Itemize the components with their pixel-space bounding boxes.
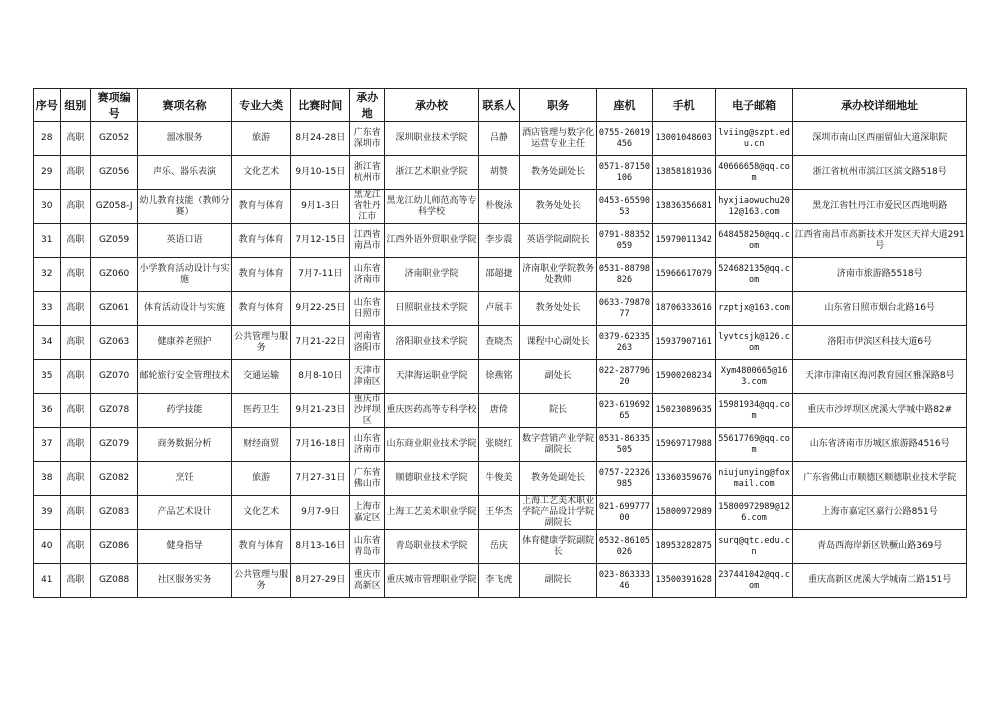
cell-col-contest: 英语口语: [138, 224, 232, 258]
cell-col-email: 524682135@qq.com: [715, 258, 793, 292]
cell-col-seq: 40: [34, 530, 61, 564]
cell-col-school: 顺德职业技术学院: [385, 462, 479, 496]
cell-col-mobile: 13500391628: [652, 564, 715, 598]
cell-col-contact: 邵超捷: [479, 258, 520, 292]
table-row: [34, 156, 967, 190]
header-col-date: 比赛时间: [291, 89, 350, 122]
cell-col-major: 教育与体育: [232, 190, 291, 224]
cell-col-mobile: 15969717988: [652, 428, 715, 462]
cell-col-group: 高职: [60, 122, 91, 156]
cell-col-major: 教育与体育: [232, 224, 291, 258]
header-col-code: 赛项编号: [91, 89, 138, 122]
table-row: [34, 292, 967, 326]
cell-col-city: 广东省佛山市: [350, 462, 385, 496]
cell-col-contact: 李步震: [479, 224, 520, 258]
cell-col-major: 旅游: [232, 462, 291, 496]
cell-col-group: 高职: [60, 530, 91, 564]
cell-col-date: 8月27-29日: [291, 564, 350, 598]
cell-col-contact: 徐燕铭: [479, 360, 520, 394]
header-col-seq: 序号: [34, 89, 61, 122]
table-row: [34, 496, 967, 530]
cell-col-date: 7月7-11日: [291, 258, 350, 292]
cell-col-major: 文化艺术: [232, 496, 291, 530]
cell-col-title: 院长: [519, 394, 597, 428]
cell-col-date: 9月10-15日: [291, 156, 350, 190]
cell-col-date: 7月27-31日: [291, 462, 350, 496]
cell-col-phone: 0531-88798826: [597, 258, 652, 292]
cell-col-group: 高职: [60, 326, 91, 360]
table-row: [34, 564, 967, 598]
cell-col-city: 山东省济南市: [350, 428, 385, 462]
cell-col-email: 40666658@qq.com: [715, 156, 793, 190]
table-row: [34, 428, 967, 462]
cell-col-email: 55617769@qq.com: [715, 428, 793, 462]
cell-col-mobile: 13001048603: [652, 122, 715, 156]
cell-col-city: 黑龙江省牡丹江市: [350, 190, 385, 224]
cell-col-email: 237441042@qq.com: [715, 564, 793, 598]
cell-col-group: 高职: [60, 156, 91, 190]
cell-col-code: GZ059: [91, 224, 138, 258]
cell-col-group: 高职: [60, 496, 91, 530]
cell-col-mobile: 15800972989: [652, 496, 715, 530]
table-row: [34, 258, 967, 292]
cell-col-seq: 36: [34, 394, 61, 428]
cell-col-mobile: 13858181936: [652, 156, 715, 190]
cell-col-address: 山东省济南市历城区旅游路4516号: [793, 428, 967, 462]
cell-col-phone: 0791-88352059: [597, 224, 652, 258]
cell-col-school: 黑龙江幼儿师范高等专科学校: [385, 190, 479, 224]
cell-col-contest: 产品艺术设计: [138, 496, 232, 530]
cell-col-date: 7月21-22日: [291, 326, 350, 360]
cell-col-title: 副处长: [519, 360, 597, 394]
cell-col-address: 天津市津南区海河教育园区雅深路8号: [793, 360, 967, 394]
cell-col-title: 教务处副处长: [519, 462, 597, 496]
cell-col-title: 数字营销产业学院副院长: [519, 428, 597, 462]
header-col-email: 电子邮箱: [715, 89, 793, 122]
cell-col-city: 上海市嘉定区: [350, 496, 385, 530]
cell-col-seq: 41: [34, 564, 61, 598]
cell-col-school: 上海工艺美术职业学院: [385, 496, 479, 530]
table-row: [34, 326, 967, 360]
cell-col-contact: 卢展丰: [479, 292, 520, 326]
cell-col-code: GZ082: [91, 462, 138, 496]
cell-col-title: 英语学院副院长: [519, 224, 597, 258]
cell-col-address: 重庆市沙坪坝区虎溪大学城中路82#: [793, 394, 967, 428]
table-row: [34, 462, 967, 496]
cell-col-school: 洛阳职业技术学院: [385, 326, 479, 360]
header-col-contest: 赛项名称: [138, 89, 232, 122]
cell-col-phone: 0531-86335505: [597, 428, 652, 462]
cell-col-major: 公共管理与服务: [232, 326, 291, 360]
cell-col-mobile: 13836356681: [652, 190, 715, 224]
cell-col-school: 天津海运职业学院: [385, 360, 479, 394]
cell-col-code: GZ083: [91, 496, 138, 530]
cell-col-mobile: 15979011342: [652, 224, 715, 258]
table-row: [34, 224, 967, 258]
cell-col-group: 高职: [60, 258, 91, 292]
cell-col-phone: 0571-87150106: [597, 156, 652, 190]
cell-col-address: 深圳市南山区西丽留仙大道深职院: [793, 122, 967, 156]
cell-col-address: 青岛西海岸新区铁橛山路369号: [793, 530, 967, 564]
cell-col-contact: 岳庆: [479, 530, 520, 564]
cell-col-mobile: 13360359676: [652, 462, 715, 496]
cell-col-seq: 30: [34, 190, 61, 224]
cell-col-email: hyxjiaowuchu2012@163.com: [715, 190, 793, 224]
cell-col-code: GZ070: [91, 360, 138, 394]
cell-col-city: 浙江省杭州市: [350, 156, 385, 190]
cell-col-contact: 牛俊美: [479, 462, 520, 496]
cell-col-contest: 声乐、器乐表演: [138, 156, 232, 190]
cell-col-seq: 38: [34, 462, 61, 496]
cell-col-group: 高职: [60, 564, 91, 598]
cell-col-email: rzptjx@163.com: [715, 292, 793, 326]
cell-col-address: 山东省日照市烟台北路16号: [793, 292, 967, 326]
cell-col-school: 浙江艺术职业学院: [385, 156, 479, 190]
cell-col-contest: 社区服务实务: [138, 564, 232, 598]
cell-col-major: 公共管理与服务: [232, 564, 291, 598]
header-col-title: 职务: [519, 89, 597, 122]
cell-col-group: 高职: [60, 428, 91, 462]
table-body: [34, 122, 967, 598]
cell-col-email: 15800972989@126.com: [715, 496, 793, 530]
cell-col-seq: 33: [34, 292, 61, 326]
cell-col-major: 医药卫生: [232, 394, 291, 428]
cell-col-school: 济南职业学院: [385, 258, 479, 292]
cell-col-major: 文化艺术: [232, 156, 291, 190]
cell-col-seq: 31: [34, 224, 61, 258]
cell-col-address: 江西省南昌市高新技术开发区天祥大道291号: [793, 224, 967, 258]
cell-col-seq: 34: [34, 326, 61, 360]
cell-col-contact: 张晓红: [479, 428, 520, 462]
cell-col-school: 日照职业技术学院: [385, 292, 479, 326]
cell-col-date: 9月1-3日: [291, 190, 350, 224]
cell-col-code: GZ056: [91, 156, 138, 190]
cell-col-contest: 健康养老照护: [138, 326, 232, 360]
cell-col-major: 教育与体育: [232, 292, 291, 326]
cell-col-code: GZ078: [91, 394, 138, 428]
cell-col-phone: 0532-86105026: [597, 530, 652, 564]
cell-col-phone: 0633-7987077: [597, 292, 652, 326]
cell-col-address: 浙江省杭州市滨江区滨文路518号: [793, 156, 967, 190]
cell-col-address: 上海市嘉定区嘉行公路851号: [793, 496, 967, 530]
cell-col-code: GZ079: [91, 428, 138, 462]
cell-col-seq: 28: [34, 122, 61, 156]
cell-col-title: 副院长: [519, 564, 597, 598]
header-col-contact: 联系人: [479, 89, 520, 122]
contest-table: [33, 88, 967, 598]
cell-col-address: 黑龙江省牡丹江市爱民区西地明路: [793, 190, 967, 224]
cell-col-seq: 32: [34, 258, 61, 292]
cell-col-contact: 王华杰: [479, 496, 520, 530]
cell-col-phone: 021-69977700: [597, 496, 652, 530]
cell-col-address: 洛阳市伊滨区科技大道6号: [793, 326, 967, 360]
cell-col-email: surq@qtc.edu.cn: [715, 530, 793, 564]
cell-col-email: Xym4800665@163.com: [715, 360, 793, 394]
cell-col-code: GZ086: [91, 530, 138, 564]
header-col-phone: 座机: [597, 89, 652, 122]
cell-col-code: GZ060: [91, 258, 138, 292]
cell-col-mobile: 15900208234: [652, 360, 715, 394]
header-row: [34, 89, 967, 122]
cell-col-mobile: 18953282875: [652, 530, 715, 564]
cell-col-group: 高职: [60, 360, 91, 394]
cell-col-school: 山东商业职业技术学院: [385, 428, 479, 462]
cell-col-date: 9月22-25日: [291, 292, 350, 326]
cell-col-group: 高职: [60, 190, 91, 224]
cell-col-major: 财经商贸: [232, 428, 291, 462]
cell-col-major: 交通运输: [232, 360, 291, 394]
cell-col-title: 济南职业学院教务处教师: [519, 258, 597, 292]
table-row: [34, 190, 967, 224]
cell-col-title: 体育健康学院副院长: [519, 530, 597, 564]
cell-col-contest: 健身指导: [138, 530, 232, 564]
cell-col-mobile: 15023089635: [652, 394, 715, 428]
cell-col-phone: 0757-22326985: [597, 462, 652, 496]
cell-col-date: 8月13-16日: [291, 530, 350, 564]
cell-col-seq: 35: [34, 360, 61, 394]
cell-col-city: 河南省洛阳市: [350, 326, 385, 360]
cell-col-seq: 29: [34, 156, 61, 190]
header-col-mobile: 手机: [652, 89, 715, 122]
cell-col-mobile: 15937907161: [652, 326, 715, 360]
cell-col-school: 青岛职业技术学院: [385, 530, 479, 564]
cell-col-date: 8月8-10日: [291, 360, 350, 394]
cell-col-mobile: 18706333616: [652, 292, 715, 326]
cell-col-email: 15981934@qq.com: [715, 394, 793, 428]
cell-col-contact: 胡赞: [479, 156, 520, 190]
cell-col-contest: 幼儿教育技能（教师分赛）: [138, 190, 232, 224]
cell-col-city: 山东省济南市: [350, 258, 385, 292]
cell-col-email: 648458250@qq.com: [715, 224, 793, 258]
header-col-school: 承办校: [385, 89, 479, 122]
cell-col-title: 教务处副处长: [519, 156, 597, 190]
cell-col-group: 高职: [60, 394, 91, 428]
cell-col-title: 上海工艺美术职业学院产品设计学院副院长: [519, 496, 597, 530]
header-col-group: 组别: [60, 89, 91, 122]
cell-col-contest: 溜冰服务: [138, 122, 232, 156]
cell-col-group: 高职: [60, 292, 91, 326]
cell-col-title: 教务处处长: [519, 292, 597, 326]
cell-col-group: 高职: [60, 462, 91, 496]
cell-col-group: 高职: [60, 224, 91, 258]
cell-col-phone: 0453-6559053: [597, 190, 652, 224]
cell-col-code: GZ063: [91, 326, 138, 360]
table-row: [34, 122, 967, 156]
cell-col-date: 7月16-18日: [291, 428, 350, 462]
cell-col-address: 广东省佛山市顺德区顺德职业技术学院: [793, 462, 967, 496]
cell-col-contest: 烹饪: [138, 462, 232, 496]
cell-col-phone: 022-28779620: [597, 360, 652, 394]
cell-col-city: 重庆市沙坪坝区: [350, 394, 385, 428]
cell-col-title: 教务处处长: [519, 190, 597, 224]
cell-col-phone: 023-86333346: [597, 564, 652, 598]
cell-col-school: 重庆医药高等专科学校: [385, 394, 479, 428]
cell-col-major: 旅游: [232, 122, 291, 156]
header-col-city: 承办地: [350, 89, 385, 122]
cell-col-code: GZ058-J: [91, 190, 138, 224]
cell-col-contact: 李飞虎: [479, 564, 520, 598]
cell-col-code: GZ088: [91, 564, 138, 598]
cell-col-title: 酒店管理与数字化运营专业主任: [519, 122, 597, 156]
cell-col-seq: 39: [34, 496, 61, 530]
cell-col-phone: 023-61969265: [597, 394, 652, 428]
cell-col-contest: 商务数据分析: [138, 428, 232, 462]
cell-col-city: 山东省青岛市: [350, 530, 385, 564]
cell-col-major: 教育与体育: [232, 258, 291, 292]
cell-col-title: 课程中心副处长: [519, 326, 597, 360]
cell-col-phone: 0379-62335263: [597, 326, 652, 360]
cell-col-code: GZ052: [91, 122, 138, 156]
cell-col-email: niujunying@foxmail.com: [715, 462, 793, 496]
cell-col-contact: 吕静: [479, 122, 520, 156]
cell-col-contact: 查晓杰: [479, 326, 520, 360]
cell-col-school: 重庆城市管理职业学院: [385, 564, 479, 598]
header-col-address: 承办校详细地址: [793, 89, 967, 122]
cell-col-contest: 体育活动设计与实施: [138, 292, 232, 326]
cell-col-school: 深圳职业技术学院: [385, 122, 479, 156]
cell-col-address: 重庆高新区虎溪大学城南二路151号: [793, 564, 967, 598]
cell-col-city: 江西省南昌市: [350, 224, 385, 258]
table-row: [34, 530, 967, 564]
cell-col-date: 8月24-28日: [291, 122, 350, 156]
cell-col-code: GZ061: [91, 292, 138, 326]
cell-col-contest: 药学技能: [138, 394, 232, 428]
cell-col-contest: 小学教育活动设计与实施: [138, 258, 232, 292]
table-row: [34, 360, 967, 394]
cell-col-school: 江西外语外贸职业学院: [385, 224, 479, 258]
cell-col-email: lyvtcsjk@126.com: [715, 326, 793, 360]
cell-col-major: 教育与体育: [232, 530, 291, 564]
cell-col-city: 山东省日照市: [350, 292, 385, 326]
cell-col-city: 重庆市高新区: [350, 564, 385, 598]
cell-col-city: 广东省深圳市: [350, 122, 385, 156]
header-col-major: 专业大类: [232, 89, 291, 122]
cell-col-email: lviing@szpt.edu.cn: [715, 122, 793, 156]
cell-col-date: 9月21-23日: [291, 394, 350, 428]
cell-col-mobile: 15966617079: [652, 258, 715, 292]
table-row: [34, 394, 967, 428]
cell-col-contact: 朴俊泳: [479, 190, 520, 224]
cell-col-contact: 唐倚: [479, 394, 520, 428]
cell-col-contest: 邮轮旅行安全管理技术: [138, 360, 232, 394]
cell-col-city: 天津市津南区: [350, 360, 385, 394]
cell-col-seq: 37: [34, 428, 61, 462]
cell-col-address: 济南市旅游路5518号: [793, 258, 967, 292]
cell-col-phone: 0755-26019456: [597, 122, 652, 156]
cell-col-date: 7月12-15日: [291, 224, 350, 258]
cell-col-date: 9月7-9日: [291, 496, 350, 530]
